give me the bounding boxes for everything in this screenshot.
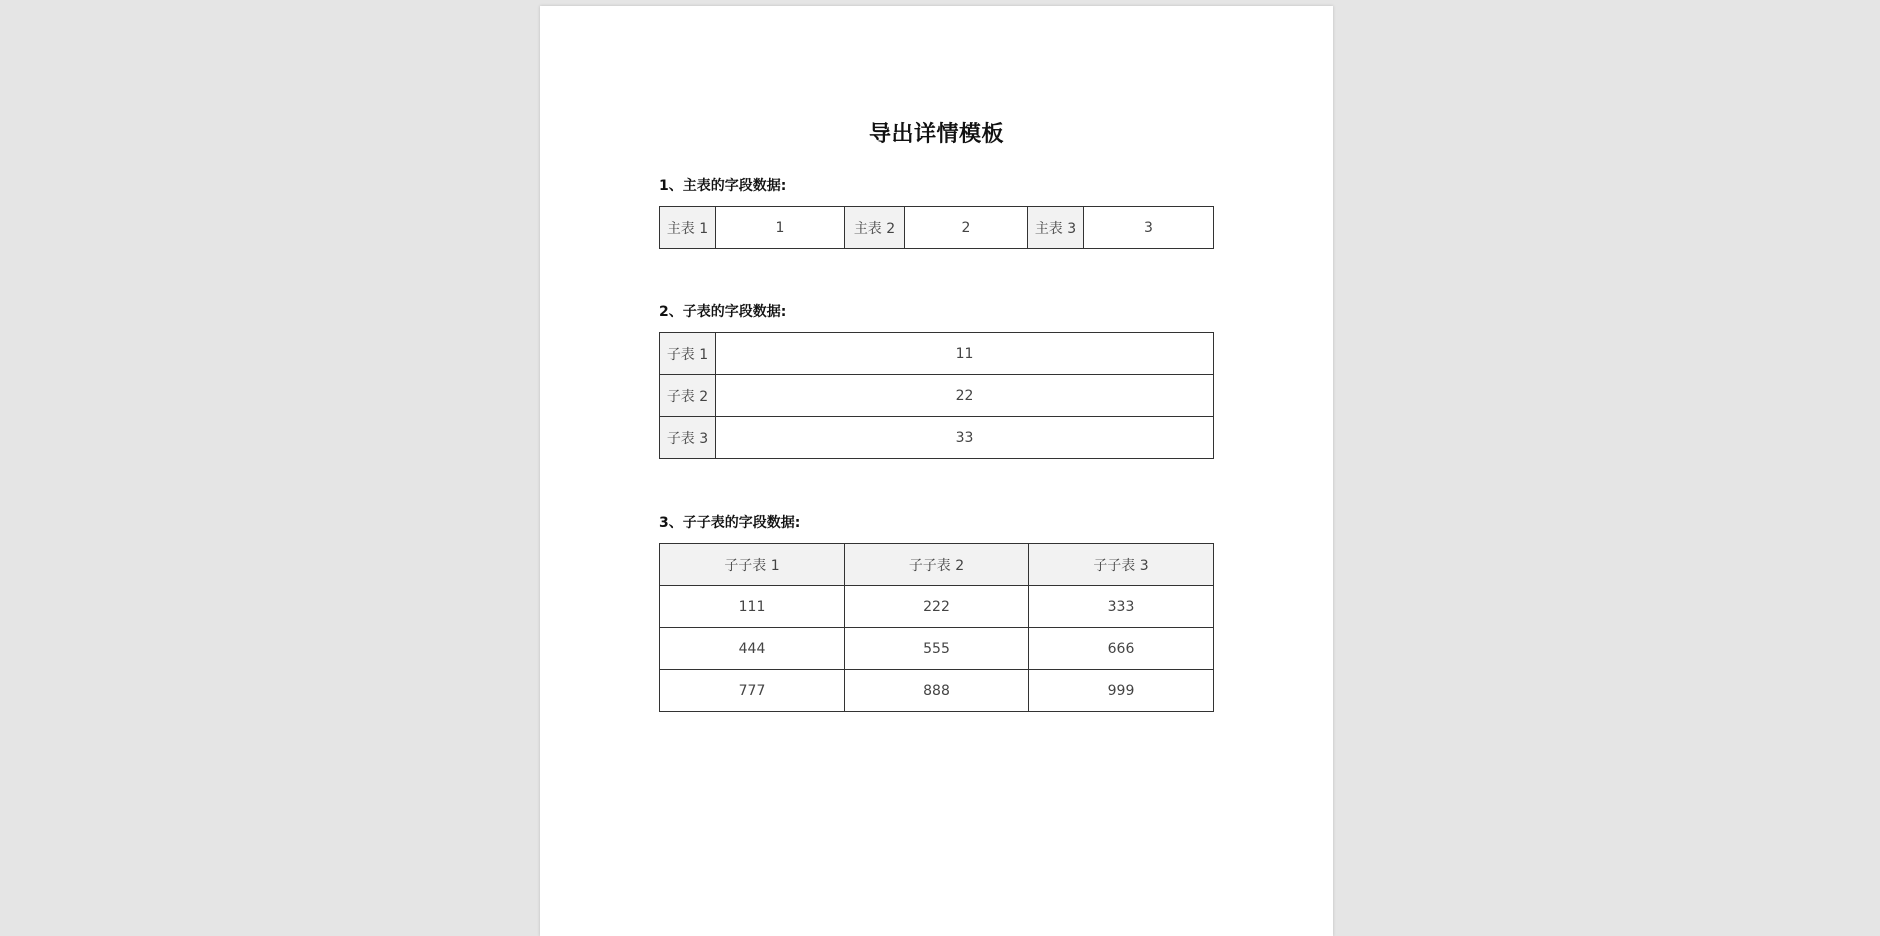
table-cell: 333 xyxy=(1029,586,1214,628)
sub-sub-table xyxy=(659,543,1214,712)
document-page xyxy=(540,6,1333,936)
table-row xyxy=(660,333,1214,375)
column-header: 子子表 2 xyxy=(845,544,1029,586)
table-cell: 666 xyxy=(1029,628,1214,670)
table-cell: 777 xyxy=(660,670,845,712)
sub-field-label-1: 子表 1 xyxy=(660,333,716,375)
main-field-label-2: 主表 2 xyxy=(845,207,905,249)
sub-table xyxy=(659,332,1214,459)
table-cell: 444 xyxy=(660,628,845,670)
table-cell: 888 xyxy=(845,670,1029,712)
section-3-heading: 3、子子表的字段数据: xyxy=(659,515,801,531)
sub-field-value-1: 11 xyxy=(716,333,1214,375)
section-1-heading: 1、主表的字段数据: xyxy=(659,178,787,194)
table-row xyxy=(660,628,1214,670)
document-title: 导出详情模板 xyxy=(868,122,1004,147)
table-row xyxy=(660,417,1214,459)
table-row xyxy=(660,207,1214,249)
sub-field-label-2: 子表 2 xyxy=(660,375,716,417)
table-cell: 111 xyxy=(660,586,845,628)
main-field-value-3: 3 xyxy=(1084,207,1214,249)
main-field-value-2: 2 xyxy=(905,207,1028,249)
table-cell: 555 xyxy=(845,628,1029,670)
sub-field-label-3: 子表 3 xyxy=(660,417,716,459)
sub-field-value-3: 33 xyxy=(716,417,1214,459)
table-row xyxy=(660,586,1214,628)
table-cell: 999 xyxy=(1029,670,1214,712)
table-header-row xyxy=(660,544,1214,586)
table-row xyxy=(660,670,1214,712)
table-row xyxy=(660,375,1214,417)
main-table xyxy=(659,206,1214,249)
sub-field-value-2: 22 xyxy=(716,375,1214,417)
main-field-label-3: 主表 3 xyxy=(1028,207,1084,249)
column-header: 子子表 1 xyxy=(660,544,845,586)
table-cell: 222 xyxy=(845,586,1029,628)
section-2-heading: 2、子表的字段数据: xyxy=(659,304,787,320)
main-field-value-1: 1 xyxy=(716,207,845,249)
column-header: 子子表 3 xyxy=(1029,544,1214,586)
main-field-label-1: 主表 1 xyxy=(660,207,716,249)
